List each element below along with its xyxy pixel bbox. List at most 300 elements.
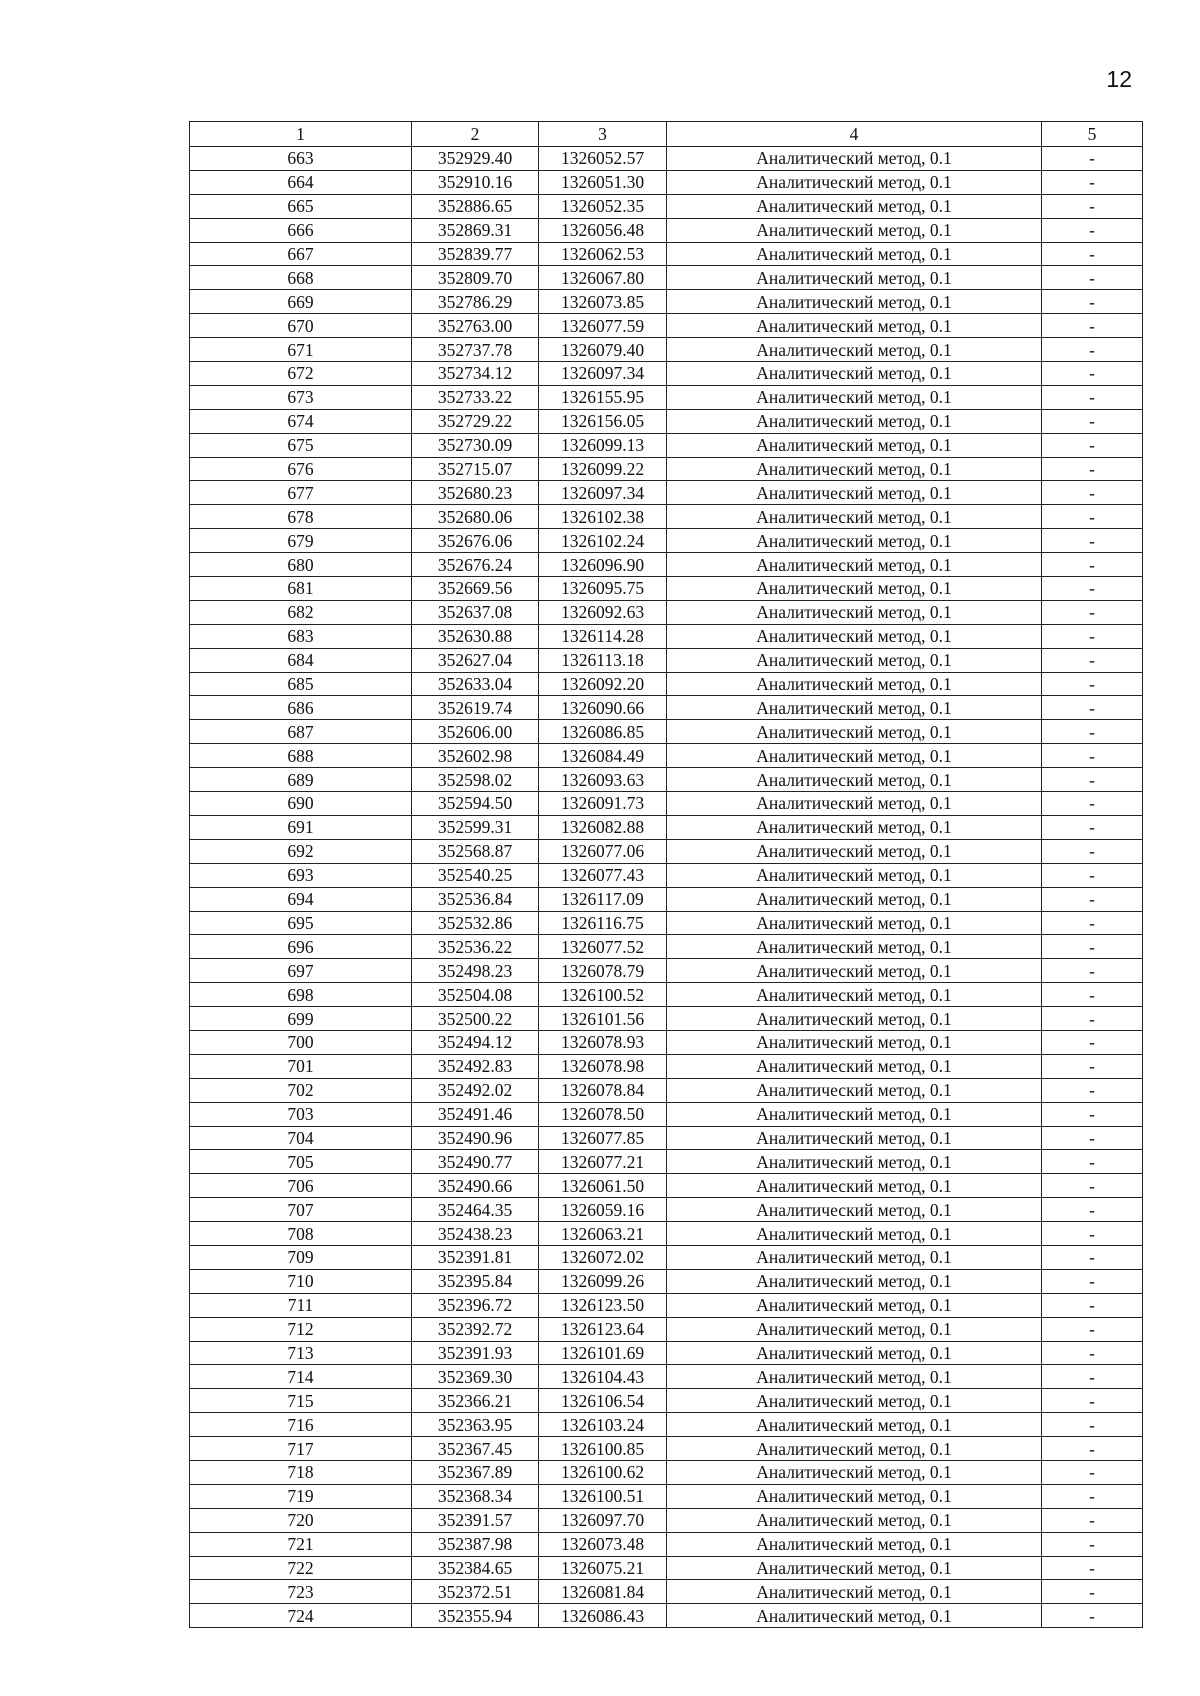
y-coordinate-cell: 1326077.21 (539, 1150, 667, 1174)
y-coordinate-cell: 1326100.51 (539, 1484, 667, 1508)
y-coordinate-cell: 1326103.24 (539, 1413, 667, 1437)
table-row (190, 433, 1143, 457)
method-cell: Аналитический метод, 0.1 (667, 242, 1042, 266)
y-coordinate-cell: 1326077.43 (539, 863, 667, 887)
method-cell: Аналитический метод, 0.1 (667, 147, 1042, 171)
table-row (190, 648, 1143, 672)
description-cell: - (1042, 362, 1143, 386)
y-coordinate-cell: 1326084.49 (539, 744, 667, 768)
table-row (190, 672, 1143, 696)
x-coordinate-cell: 352568.87 (412, 839, 539, 863)
point-number-cell: 687 (190, 720, 412, 744)
method-cell: Аналитический метод, 0.1 (667, 577, 1042, 601)
header-point-number: 1 (190, 122, 412, 147)
x-coordinate-cell: 352637.08 (412, 600, 539, 624)
table-row (190, 1508, 1143, 1532)
x-coordinate-cell: 352869.31 (412, 218, 539, 242)
description-cell: - (1042, 1317, 1143, 1341)
y-coordinate-cell: 1326077.52 (539, 935, 667, 959)
description-cell: - (1042, 1484, 1143, 1508)
table-row (190, 1269, 1143, 1293)
header-method: 4 (667, 122, 1042, 147)
x-coordinate-cell: 352391.81 (412, 1245, 539, 1269)
table-row (190, 1365, 1143, 1389)
table-row (190, 481, 1143, 505)
x-coordinate-cell: 352504.08 (412, 983, 539, 1007)
point-number-cell: 700 (190, 1030, 412, 1054)
method-cell: Аналитический метод, 0.1 (667, 1269, 1042, 1293)
table-row (190, 1102, 1143, 1126)
method-cell: Аналитический метод, 0.1 (667, 935, 1042, 959)
method-cell: Аналитический метод, 0.1 (667, 529, 1042, 553)
method-cell: Аналитический метод, 0.1 (667, 600, 1042, 624)
table-row (190, 194, 1143, 218)
x-coordinate-cell: 352368.34 (412, 1484, 539, 1508)
point-number-cell: 672 (190, 362, 412, 386)
description-cell: - (1042, 839, 1143, 863)
method-cell: Аналитический метод, 0.1 (667, 1532, 1042, 1556)
description-cell: - (1042, 1030, 1143, 1054)
x-coordinate-cell: 352492.83 (412, 1054, 539, 1078)
point-number-cell: 717 (190, 1437, 412, 1461)
description-cell: - (1042, 1102, 1143, 1126)
description-cell: - (1042, 1293, 1143, 1317)
point-number-cell: 668 (190, 266, 412, 290)
method-cell: Аналитический метод, 0.1 (667, 1341, 1042, 1365)
x-coordinate-cell: 352598.02 (412, 768, 539, 792)
description-cell: - (1042, 696, 1143, 720)
description-cell: - (1042, 147, 1143, 171)
x-coordinate-cell: 352500.22 (412, 1007, 539, 1031)
y-coordinate-cell: 1326052.35 (539, 194, 667, 218)
table-row (190, 1126, 1143, 1150)
point-number-cell: 708 (190, 1222, 412, 1246)
point-number-cell: 676 (190, 457, 412, 481)
method-cell: Аналитический метод, 0.1 (667, 1437, 1042, 1461)
table-row (190, 409, 1143, 433)
description-cell: - (1042, 242, 1143, 266)
header-row (190, 122, 1143, 147)
y-coordinate-cell: 1326092.20 (539, 672, 667, 696)
point-number-cell: 665 (190, 194, 412, 218)
table-row (190, 505, 1143, 529)
y-coordinate-cell: 1326063.21 (539, 1222, 667, 1246)
x-coordinate-cell: 352540.25 (412, 863, 539, 887)
description-cell: - (1042, 553, 1143, 577)
x-coordinate-cell: 352494.12 (412, 1030, 539, 1054)
x-coordinate-cell: 352366.21 (412, 1389, 539, 1413)
table-row (190, 1007, 1143, 1031)
x-coordinate-cell: 352384.65 (412, 1556, 539, 1580)
description-cell: - (1042, 1580, 1143, 1604)
table-row (190, 600, 1143, 624)
y-coordinate-cell: 1326092.63 (539, 600, 667, 624)
x-coordinate-cell: 352355.94 (412, 1604, 539, 1628)
x-coordinate-cell: 352886.65 (412, 194, 539, 218)
table-row (190, 720, 1143, 744)
point-number-cell: 710 (190, 1269, 412, 1293)
y-coordinate-cell: 1326067.80 (539, 266, 667, 290)
header-x-coordinate: 2 (412, 122, 539, 147)
description-cell: - (1042, 1508, 1143, 1532)
point-number-cell: 723 (190, 1580, 412, 1604)
y-coordinate-cell: 1326059.16 (539, 1198, 667, 1222)
x-coordinate-cell: 352669.56 (412, 577, 539, 601)
point-number-cell: 720 (190, 1508, 412, 1532)
table-row (190, 577, 1143, 601)
table-row (190, 1341, 1143, 1365)
point-number-cell: 701 (190, 1054, 412, 1078)
y-coordinate-cell: 1326061.50 (539, 1174, 667, 1198)
table-row (190, 696, 1143, 720)
method-cell: Аналитический метод, 0.1 (667, 1484, 1042, 1508)
header-description: 5 (1042, 122, 1143, 147)
point-number-cell: 707 (190, 1198, 412, 1222)
method-cell: Аналитический метод, 0.1 (667, 266, 1042, 290)
method-cell: Аналитический метод, 0.1 (667, 1126, 1042, 1150)
method-cell: Аналитический метод, 0.1 (667, 720, 1042, 744)
y-coordinate-cell: 1326077.85 (539, 1126, 667, 1150)
x-coordinate-cell: 352730.09 (412, 433, 539, 457)
y-coordinate-cell: 1326097.34 (539, 481, 667, 505)
y-coordinate-cell: 1326082.88 (539, 815, 667, 839)
y-coordinate-cell: 1326097.70 (539, 1508, 667, 1532)
method-cell: Аналитический метод, 0.1 (667, 481, 1042, 505)
point-number-cell: 680 (190, 553, 412, 577)
description-cell: - (1042, 672, 1143, 696)
table-row (190, 1484, 1143, 1508)
x-coordinate-cell: 352602.98 (412, 744, 539, 768)
y-coordinate-cell: 1326075.21 (539, 1556, 667, 1580)
point-number-cell: 698 (190, 983, 412, 1007)
y-coordinate-cell: 1326086.43 (539, 1604, 667, 1628)
y-coordinate-cell: 1326095.75 (539, 577, 667, 601)
point-number-cell: 663 (190, 147, 412, 171)
y-coordinate-cell: 1326052.57 (539, 147, 667, 171)
table-row (190, 1317, 1143, 1341)
point-number-cell: 712 (190, 1317, 412, 1341)
y-coordinate-cell: 1326156.05 (539, 409, 667, 433)
table-row (190, 529, 1143, 553)
y-coordinate-cell: 1326051.30 (539, 170, 667, 194)
method-cell: Аналитический метод, 0.1 (667, 314, 1042, 338)
description-cell: - (1042, 1222, 1143, 1246)
point-number-cell: 685 (190, 672, 412, 696)
y-coordinate-cell: 1326093.63 (539, 768, 667, 792)
x-coordinate-cell: 352369.30 (412, 1365, 539, 1389)
method-cell: Аналитический метод, 0.1 (667, 1174, 1042, 1198)
table-row (190, 266, 1143, 290)
x-coordinate-cell: 352594.50 (412, 792, 539, 816)
point-number-cell: 691 (190, 815, 412, 839)
description-cell: - (1042, 1460, 1143, 1484)
description-cell: - (1042, 1413, 1143, 1437)
y-coordinate-cell: 1326102.24 (539, 529, 667, 553)
y-coordinate-cell: 1326155.95 (539, 385, 667, 409)
description-cell: - (1042, 1245, 1143, 1269)
x-coordinate-cell: 352392.72 (412, 1317, 539, 1341)
x-coordinate-cell: 352536.84 (412, 887, 539, 911)
point-number-cell: 693 (190, 863, 412, 887)
table-row (190, 1532, 1143, 1556)
table-row (190, 1245, 1143, 1269)
method-cell: Аналитический метод, 0.1 (667, 1102, 1042, 1126)
description-cell: - (1042, 409, 1143, 433)
x-coordinate-cell: 352491.46 (412, 1102, 539, 1126)
y-coordinate-cell: 1326096.90 (539, 553, 667, 577)
description-cell: - (1042, 1604, 1143, 1628)
point-number-cell: 664 (190, 170, 412, 194)
table-row (190, 218, 1143, 242)
description-cell: - (1042, 959, 1143, 983)
y-coordinate-cell: 1326077.06 (539, 839, 667, 863)
table-row (190, 1293, 1143, 1317)
table-row (190, 983, 1143, 1007)
y-coordinate-cell: 1326079.40 (539, 338, 667, 362)
x-coordinate-cell: 352929.40 (412, 147, 539, 171)
point-number-cell: 694 (190, 887, 412, 911)
table-row (190, 1389, 1143, 1413)
description-cell: - (1042, 1269, 1143, 1293)
description-cell: - (1042, 648, 1143, 672)
y-coordinate-cell: 1326062.53 (539, 242, 667, 266)
y-coordinate-cell: 1326056.48 (539, 218, 667, 242)
point-number-cell: 686 (190, 696, 412, 720)
description-cell: - (1042, 624, 1143, 648)
point-number-cell: 681 (190, 577, 412, 601)
description-cell: - (1042, 600, 1143, 624)
x-coordinate-cell: 352363.95 (412, 1413, 539, 1437)
method-cell: Аналитический метод, 0.1 (667, 1556, 1042, 1580)
method-cell: Аналитический метод, 0.1 (667, 1508, 1042, 1532)
x-coordinate-cell: 352606.00 (412, 720, 539, 744)
table-row (190, 553, 1143, 577)
x-coordinate-cell: 352536.22 (412, 935, 539, 959)
description-cell: - (1042, 529, 1143, 553)
table-row (190, 457, 1143, 481)
description-cell: - (1042, 863, 1143, 887)
point-number-cell: 714 (190, 1365, 412, 1389)
method-cell: Аналитический метод, 0.1 (667, 744, 1042, 768)
method-cell: Аналитический метод, 0.1 (667, 1150, 1042, 1174)
x-coordinate-cell: 352532.86 (412, 911, 539, 935)
x-coordinate-cell: 352498.23 (412, 959, 539, 983)
x-coordinate-cell: 352839.77 (412, 242, 539, 266)
description-cell: - (1042, 983, 1143, 1007)
x-coordinate-cell: 352372.51 (412, 1580, 539, 1604)
table-row (190, 1222, 1143, 1246)
table-row (190, 1030, 1143, 1054)
method-cell: Аналитический метод, 0.1 (667, 194, 1042, 218)
table-row (190, 170, 1143, 194)
y-coordinate-cell: 1326099.22 (539, 457, 667, 481)
y-coordinate-cell: 1326078.84 (539, 1078, 667, 1102)
table-row (190, 911, 1143, 935)
y-coordinate-cell: 1326106.54 (539, 1389, 667, 1413)
header-y-coordinate: 3 (539, 122, 667, 147)
y-coordinate-cell: 1326104.43 (539, 1365, 667, 1389)
table-row (190, 1054, 1143, 1078)
table-row (190, 959, 1143, 983)
description-cell: - (1042, 505, 1143, 529)
table-row (190, 290, 1143, 314)
point-number-cell: 719 (190, 1484, 412, 1508)
x-coordinate-cell: 352676.06 (412, 529, 539, 553)
description-cell: - (1042, 911, 1143, 935)
table-row (190, 815, 1143, 839)
table-row (190, 314, 1143, 338)
point-number-cell: 718 (190, 1460, 412, 1484)
table-header (190, 122, 1143, 147)
table-row (190, 338, 1143, 362)
method-cell: Аналитический метод, 0.1 (667, 1245, 1042, 1269)
method-cell: Аналитический метод, 0.1 (667, 911, 1042, 935)
y-coordinate-cell: 1326101.56 (539, 1007, 667, 1031)
y-coordinate-cell: 1326091.73 (539, 792, 667, 816)
table-row (190, 839, 1143, 863)
table-row (190, 744, 1143, 768)
method-cell: Аналитический метод, 0.1 (667, 768, 1042, 792)
description-cell: - (1042, 768, 1143, 792)
point-number-cell: 716 (190, 1413, 412, 1437)
method-cell: Аналитический метод, 0.1 (667, 385, 1042, 409)
method-cell: Аналитический метод, 0.1 (667, 433, 1042, 457)
point-number-cell: 679 (190, 529, 412, 553)
y-coordinate-cell: 1326099.26 (539, 1269, 667, 1293)
table-row (190, 147, 1143, 171)
x-coordinate-cell: 352763.00 (412, 314, 539, 338)
method-cell: Аналитический метод, 0.1 (667, 1222, 1042, 1246)
y-coordinate-cell: 1326117.09 (539, 887, 667, 911)
description-cell: - (1042, 1126, 1143, 1150)
description-cell: - (1042, 935, 1143, 959)
y-coordinate-cell: 1326086.85 (539, 720, 667, 744)
table-row (190, 1556, 1143, 1580)
description-cell: - (1042, 1341, 1143, 1365)
y-coordinate-cell: 1326114.28 (539, 624, 667, 648)
description-cell: - (1042, 744, 1143, 768)
method-cell: Аналитический метод, 0.1 (667, 959, 1042, 983)
point-number-cell: 713 (190, 1341, 412, 1365)
table-row (190, 935, 1143, 959)
point-number-cell: 673 (190, 385, 412, 409)
method-cell: Аналитический метод, 0.1 (667, 1054, 1042, 1078)
description-cell: - (1042, 338, 1143, 362)
point-number-cell: 706 (190, 1174, 412, 1198)
x-coordinate-cell: 352464.35 (412, 1198, 539, 1222)
method-cell: Аналитический метод, 0.1 (667, 553, 1042, 577)
description-cell: - (1042, 1078, 1143, 1102)
table-row (190, 863, 1143, 887)
point-number-cell: 699 (190, 1007, 412, 1031)
y-coordinate-cell: 1326078.98 (539, 1054, 667, 1078)
method-cell: Аналитический метод, 0.1 (667, 1389, 1042, 1413)
x-coordinate-cell: 352734.12 (412, 362, 539, 386)
description-cell: - (1042, 1556, 1143, 1580)
method-cell: Аналитический метод, 0.1 (667, 1413, 1042, 1437)
method-cell: Аналитический метод, 0.1 (667, 409, 1042, 433)
y-coordinate-cell: 1326099.13 (539, 433, 667, 457)
x-coordinate-cell: 352676.24 (412, 553, 539, 577)
method-cell: Аналитический метод, 0.1 (667, 290, 1042, 314)
table-row (190, 792, 1143, 816)
point-number-cell: 684 (190, 648, 412, 672)
point-number-cell: 709 (190, 1245, 412, 1269)
x-coordinate-cell: 352733.22 (412, 385, 539, 409)
x-coordinate-cell: 352680.23 (412, 481, 539, 505)
description-cell: - (1042, 170, 1143, 194)
y-coordinate-cell: 1326123.64 (539, 1317, 667, 1341)
point-number-cell: 704 (190, 1126, 412, 1150)
method-cell: Аналитический метод, 0.1 (667, 170, 1042, 194)
x-coordinate-cell: 352786.29 (412, 290, 539, 314)
method-cell: Аналитический метод, 0.1 (667, 1460, 1042, 1484)
method-cell: Аналитический метод, 0.1 (667, 1293, 1042, 1317)
description-cell: - (1042, 792, 1143, 816)
x-coordinate-cell: 352633.04 (412, 672, 539, 696)
table-row (190, 242, 1143, 266)
method-cell: Аналитический метод, 0.1 (667, 1317, 1042, 1341)
point-number-cell: 711 (190, 1293, 412, 1317)
point-number-cell: 715 (190, 1389, 412, 1413)
y-coordinate-cell: 1326100.62 (539, 1460, 667, 1484)
method-cell: Аналитический метод, 0.1 (667, 218, 1042, 242)
description-cell: - (1042, 218, 1143, 242)
point-number-cell: 683 (190, 624, 412, 648)
x-coordinate-cell: 352910.16 (412, 170, 539, 194)
method-cell: Аналитический метод, 0.1 (667, 672, 1042, 696)
y-coordinate-cell: 1326100.52 (539, 983, 667, 1007)
y-coordinate-cell: 1326078.79 (539, 959, 667, 983)
method-cell: Аналитический метод, 0.1 (667, 839, 1042, 863)
x-coordinate-cell: 352630.88 (412, 624, 539, 648)
method-cell: Аналитический метод, 0.1 (667, 1198, 1042, 1222)
table-row (190, 362, 1143, 386)
x-coordinate-cell: 352387.98 (412, 1532, 539, 1556)
point-number-cell: 724 (190, 1604, 412, 1628)
x-coordinate-cell: 352438.23 (412, 1222, 539, 1246)
method-cell: Аналитический метод, 0.1 (667, 624, 1042, 648)
point-number-cell: 669 (190, 290, 412, 314)
x-coordinate-cell: 352729.22 (412, 409, 539, 433)
description-cell: - (1042, 815, 1143, 839)
point-number-cell: 677 (190, 481, 412, 505)
description-cell: - (1042, 194, 1143, 218)
point-number-cell: 705 (190, 1150, 412, 1174)
x-coordinate-cell: 352395.84 (412, 1269, 539, 1293)
description-cell: - (1042, 290, 1143, 314)
table-row (190, 1413, 1143, 1437)
x-coordinate-cell: 352367.89 (412, 1460, 539, 1484)
table-row (190, 1580, 1143, 1604)
description-cell: - (1042, 720, 1143, 744)
x-coordinate-cell: 352619.74 (412, 696, 539, 720)
description-cell: - (1042, 481, 1143, 505)
y-coordinate-cell: 1326090.66 (539, 696, 667, 720)
point-number-cell: 682 (190, 600, 412, 624)
method-cell: Аналитический метод, 0.1 (667, 815, 1042, 839)
point-number-cell: 670 (190, 314, 412, 338)
method-cell: Аналитический метод, 0.1 (667, 1078, 1042, 1102)
y-coordinate-cell: 1326072.02 (539, 1245, 667, 1269)
description-cell: - (1042, 1532, 1143, 1556)
x-coordinate-cell: 352492.02 (412, 1078, 539, 1102)
point-number-cell: 697 (190, 959, 412, 983)
point-number-cell: 695 (190, 911, 412, 935)
x-coordinate-cell: 352391.93 (412, 1341, 539, 1365)
y-coordinate-cell: 1326097.34 (539, 362, 667, 386)
point-number-cell: 702 (190, 1078, 412, 1102)
